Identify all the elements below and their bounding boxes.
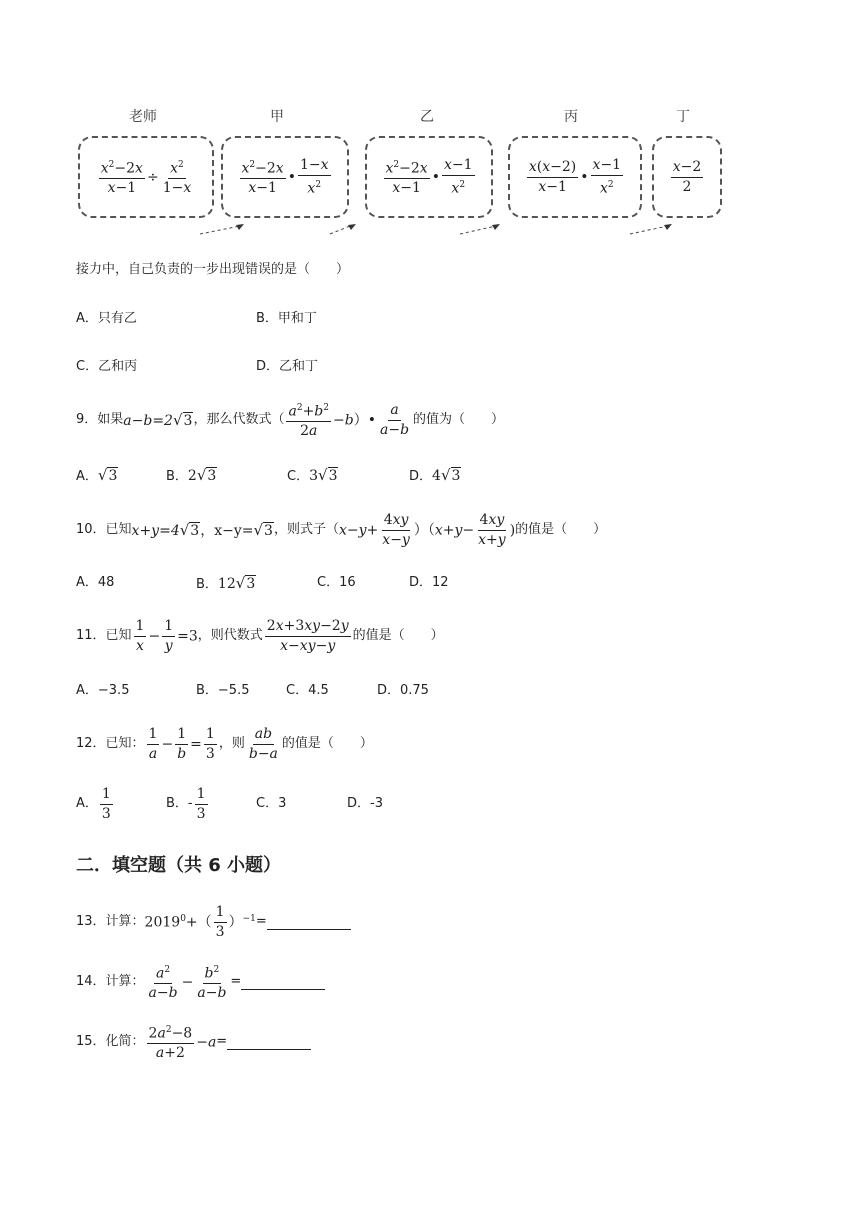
q10-option-c: C．16: [317, 575, 356, 590]
q13-stem: 13．计算： $2019^0+$（ $\frac{1}{3}$ ）$^{-1}$ =: [76, 900, 351, 944]
yi-box: [365, 136, 493, 218]
q11-option-a: A．−3.5: [76, 683, 130, 698]
q14-stem: 14．计算： $\frac{a^2}{a-b}$ − $\frac{b^2}{a-b}$ =: [76, 960, 325, 1004]
q12-option-c: C．3: [256, 796, 287, 811]
label-ding: 丁: [676, 109, 690, 125]
jia-expr: $\frac{x^2-2x}{x-1}$ • $\frac{1-x}{x^2}$: [241, 156, 329, 197]
teacher-box: [78, 136, 214, 218]
label-teacher: 老师: [129, 109, 157, 125]
q12-stem: 12．已知： $\frac{1}{a}$ − $\frac{1}{b}$ = $\frac{1}{3}$ ，则 $\frac{ab}{b-a}$ 的值是（ ）: [76, 725, 373, 762]
ding-expr: $\frac{x-2}{2}$: [672, 158, 702, 195]
yi-expr: $\frac{x^2-2x}{x-1}$ • $\frac{x-1}{x^2}$: [385, 156, 473, 197]
q12-option-d: D．-3: [347, 796, 383, 811]
q13-answer-blank[interactable]: [267, 915, 351, 930]
label-bing: 丙: [564, 109, 578, 125]
q9-stem: 9．如果 a−b=2√3 ，那么代数式（ $\frac{a^2+b^2}{2a}$ −b）• $\frac{a}{a-b}$ 的值为（ ）: [76, 401, 505, 440]
q11-option-d: D．0.75: [377, 683, 429, 698]
q11-stem: 11．已知 $\frac{1}{x}$ − $\frac{1}{y}$ =3 ，则代数式 $\frac{2x+3xy-2y}{x-xy-y}$ 的值是（ ）: [76, 617, 444, 654]
q12-option-b: B．- $\frac{1}{3}$: [166, 785, 206, 822]
relay-option-d: D．乙和丁: [256, 359, 319, 374]
q15-stem: 15．化简： $\frac{2a^2-8}{a+2}$ −a =: [76, 1020, 311, 1064]
jia-box: [221, 136, 349, 218]
q9-option-b: B．2√3: [166, 466, 217, 484]
q15-answer-blank[interactable]: [227, 1035, 311, 1050]
bing-expr: $\frac{x(x-2)}{x-1}$ • $\frac{x-1}{x^2}$: [528, 156, 622, 197]
q10-stem: 10．已知 x+y=4√3，x−y=√3 ，则式子（ x−y+ $\frac{4xy}{x-y}$ ）（x+y− $\frac{4xy}{x+y}$ ) 的值是（ ）: [76, 511, 607, 548]
relay-option-a: A．只有乙: [76, 311, 137, 326]
q14-answer-blank[interactable]: [241, 975, 325, 990]
ding-box: [652, 136, 722, 218]
q9-option-a: A．√3: [76, 466, 118, 484]
q12-option-a: A． $\frac{1}{3}$: [76, 785, 111, 822]
relay-question-stem: 接力中，自己负责的一步出现错误的是（ ）: [76, 262, 350, 277]
q9-option-c: C．3√3: [287, 466, 338, 484]
relay-option-c: C．乙和丙: [76, 359, 138, 374]
label-jia: 甲: [270, 109, 284, 125]
q10-option-a: A．48: [76, 575, 115, 590]
relay-option-b: B．甲和丁: [256, 311, 317, 326]
relay-arrows: [200, 214, 700, 238]
q10-option-d: D．12: [409, 575, 449, 590]
q9-option-d: D．4√3: [409, 466, 461, 484]
bing-box: [508, 136, 642, 218]
q11-option-c: C．4.5: [286, 683, 329, 698]
teacher-expr: $\frac{x^2-2x}{x-1}$ ÷ $\frac{x^2}{1-x}$: [97, 157, 195, 198]
label-yi: 乙: [420, 109, 434, 125]
q11-option-b: B．−5.5: [196, 683, 250, 698]
q10-option-b: B．12√3: [196, 574, 256, 592]
section-title: 二．填空题（共 6 小题）: [76, 855, 282, 876]
